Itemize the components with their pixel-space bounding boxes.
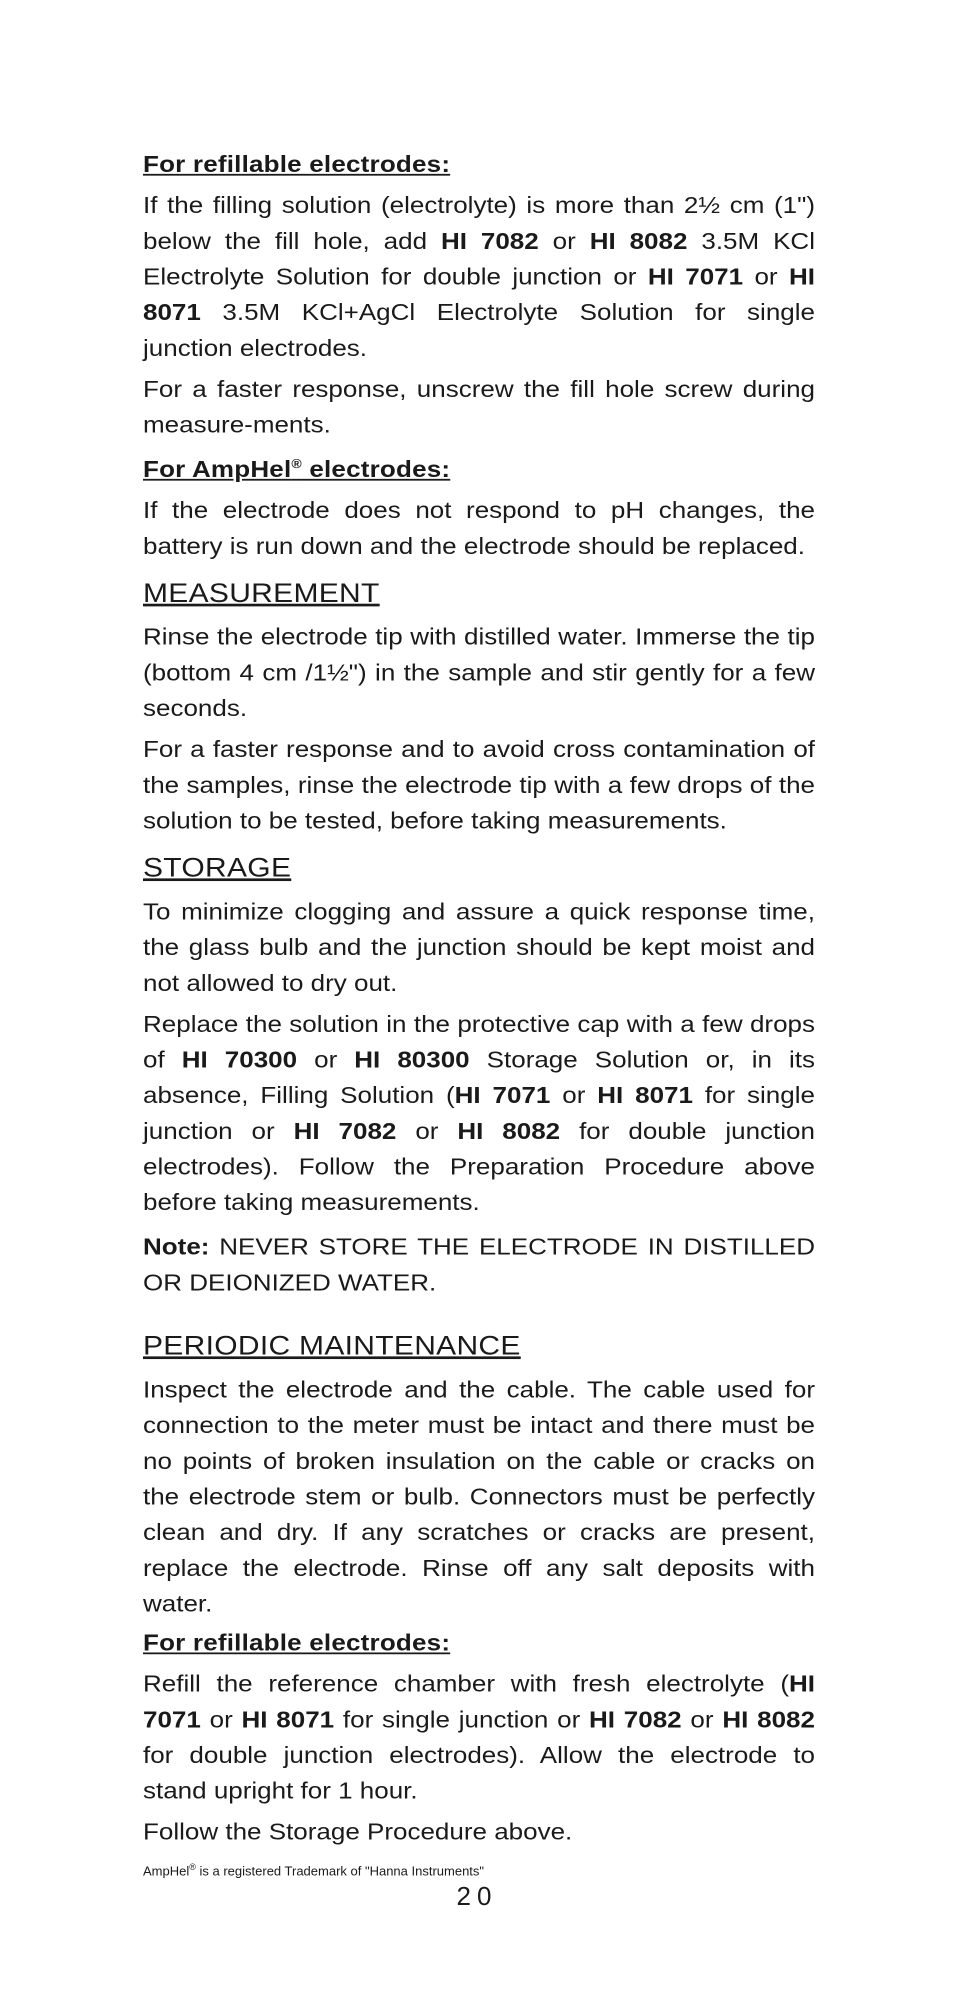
page-number: 20 [456,1881,498,1911]
note-label: Note: [143,1233,210,1260]
maintenance-heading: PERIODIC MAINTENANCE [143,1331,521,1361]
text-run: for single junction or [143,1081,815,1144]
measurement-heading: MEASUREMENT [143,578,380,608]
fast-response-paragraph: For a faster response, unscrew the fill hole screw during measure-ments. [143,375,815,438]
footnote-text: is a registered Trademark of "Hanna Instruments" [195,1863,485,1879]
product-code: HI 8082 [589,227,688,255]
amphel-heading-tail: electrodes: [301,455,451,483]
product-code: HI 7071 [647,263,744,290]
product-code: HI 7071 [454,1081,551,1109]
product-code: HI 8071 [241,1705,335,1733]
text-run: or [550,1081,598,1109]
product-code: HI 7071 [143,1669,815,1733]
text-run: or [743,263,789,290]
text-run: or [200,1705,242,1733]
measurement-paragraph-2: For a faster response and to avoid cross contamination of the samples, rinse the electrode tip with a few drops of the solution to be tested, before taking measurements. [143,735,815,834]
trademark-footnote [143,1862,484,1878]
manual-page-content [143,148,815,1855]
amphel-paragraph: If the electrode does not respond to pH changes, the battery is run down and the electrode should be replaced. [143,496,815,559]
note-text: NEVER STORE THE ELECTRODE IN DISTILLED OR DEIONIZED WATER. [143,1233,815,1296]
product-code: HI 8082 [722,1705,815,1733]
product-code: HI 7082 [440,227,539,255]
text-run: or [538,227,590,255]
maintenance-refillable-heading: For refillable electrodes: [143,1628,451,1656]
product-code: HI 8071 [597,1081,693,1109]
maintenance-paragraph-3: Follow the Storage Procedure above. [143,1818,573,1845]
maintenance-paragraph-1: Inspect the electrode and the cable. The cable used for connection to the meter must be intact and there must be no points of broken insulation on the cable or cracks on the electrode stem or bulb. Connectors must be perfectly clean and dry. If any scratches or cracks are present, replace the electrode. Rinse off any salt deposits with water. [143,1375,815,1617]
text-run: 3.5M KCl+AgCl Electrolyte Solution for single junction electrodes. [143,298,815,362]
product-code: HI 70300 [181,1045,298,1073]
footnote-brand: AmpHel [143,1863,190,1879]
text-run: If the filling solution (electrolyte) is more than 2½ cm (1") below the fill hole, add [143,191,815,255]
text-run: Refill the reference chamber with fresh electrolyte ( [143,1669,789,1697]
text-run: 3.5M KCl Electrolyte Solution for double junction or [143,227,815,290]
text-run: or [297,1045,355,1073]
text-run: Storage Solution or, in its absence, Filling Solution ( [143,1045,815,1109]
amphel-heading-text: For AmpHel [143,455,292,483]
text-run: for double junction electrodes). Follow the Preparation Procedure above before taking measurements. [143,1117,815,1216]
text-run: or [396,1117,458,1144]
maintenance-paragraph-2 [143,1666,815,1809]
measurement-paragraph-1: Rinse the electrode tip with distilled water. Immerse the tip (bottom 4 cm /1½") in the sample and stir gently for a few seconds. [143,623,815,722]
product-code: HI 80300 [354,1045,470,1073]
storage-heading: STORAGE [143,853,292,883]
storage-paragraph-2 [143,1006,815,1220]
product-code: HI 8071 [143,263,815,326]
storage-paragraph-1: To minimize clogging and assure a quick response time, the glass bulb and the junction should be kept moist and not allowed to dry out. [143,897,815,996]
product-code: HI 8082 [457,1117,561,1144]
product-code: HI 7082 [589,1705,682,1733]
text-run: for double junction electrodes). Allow the electrode to stand upright for 1 hour. [143,1741,815,1804]
registered-mark: ® [291,456,302,471]
refillable-heading: For refillable electrodes: [143,150,451,178]
text-run: for single junction or [334,1705,590,1733]
product-code: HI 7082 [293,1117,397,1144]
amphel-heading [143,448,815,485]
text-run: Replace the solution in the protective cap with a few drops of [143,1010,815,1073]
storage-note [143,1229,815,1300]
text-run: or [681,1705,723,1733]
refillable-paragraph [143,187,815,365]
footnote-registered-mark: ® [189,1862,196,1872]
